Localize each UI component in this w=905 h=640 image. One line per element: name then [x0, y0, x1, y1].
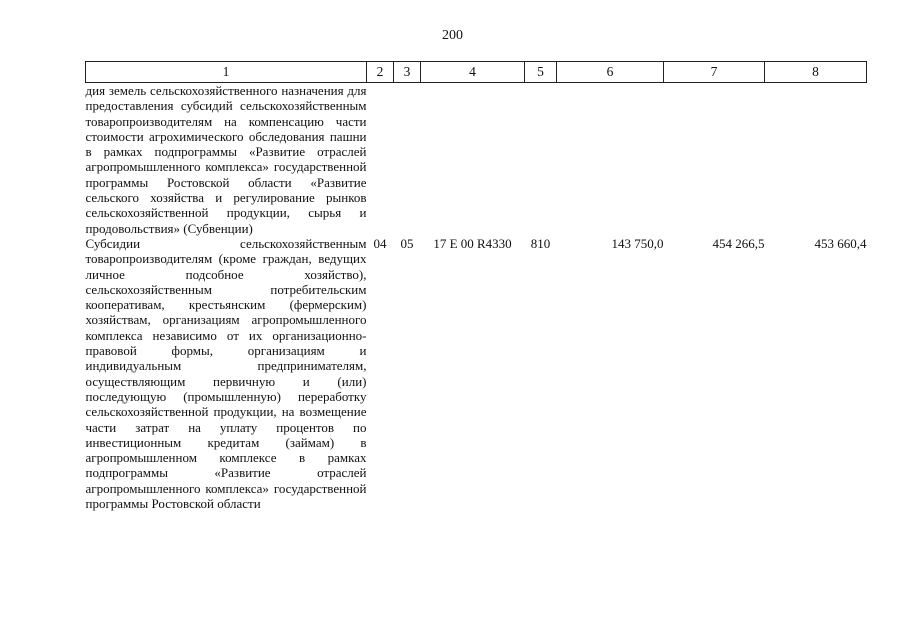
column-header-7: 7: [664, 62, 765, 83]
section-code: 04: [373, 235, 387, 251]
row-description: Субсидии сельскохозяйственным товаропроизводителям (кроме граждан, ведущих личное подсобное хозяйство), сельскохозяйственным потребительским кооперативам, крестьянским (фермерским) хозяйствам, организациям агропромышленного комплекса независимо от их организационно-правовой формы, организациям и индивидуальным предпринимателям, осуществляющим первичную и (или) последующую (промышленную) переработку сельскохозяйственной продукции, на возмещение части затрат на уплату процентов по инвестиционным кредитам (займам) в агропромышленном комплексе в рамках подпрограммы «Развитие отраслей агропромышленного комплекса» государственной программы Ростовской области: [85, 235, 367, 512]
amount-year-2: 454 266,5: [712, 235, 765, 251]
row-description: дия земель сельскохозяйственного назначения для предоставления субсидий сельскохозяйственным товаропроизводителям на компенсацию части стоимости агрохимического обследования пашни в рамках подпрограммы «Развитие отраслей агропромышленного комплекса» государственной программы Ростовской области «Развитие сельского хозяйства и регулирование рынков сельскохозяйственной продукции, сырья и продовольствия» (Субвенции): [85, 83, 367, 236]
amount-year-3: 453 660,4: [814, 235, 867, 251]
column-header-3: 3: [394, 62, 421, 83]
amount-year-1: [557, 83, 664, 236]
column-header-8: 8: [765, 62, 867, 83]
column-header-6: 6: [557, 62, 664, 83]
amount-year-2: [664, 83, 765, 236]
target-article-code: [421, 83, 525, 236]
budget-table: [85, 61, 867, 511]
column-header-1: 1: [86, 62, 367, 83]
amount-year-3: [765, 83, 867, 236]
target-article-code: 17 Е 00 R4330: [433, 235, 512, 251]
subsection-code: 05: [400, 235, 414, 251]
section-code: [367, 83, 394, 236]
column-header-5: 5: [525, 62, 557, 83]
header-row: [86, 62, 867, 83]
table-row: [86, 236, 867, 511]
page-number: 200: [442, 28, 463, 43]
expense-type-code: [525, 83, 557, 236]
table-row: [86, 83, 867, 236]
column-header-4: 4: [421, 62, 525, 83]
subsection-code: [394, 83, 421, 236]
column-header-2: 2: [367, 62, 394, 83]
expense-type-code: 810: [530, 235, 551, 251]
amount-year-1: 143 750,0: [611, 235, 664, 251]
